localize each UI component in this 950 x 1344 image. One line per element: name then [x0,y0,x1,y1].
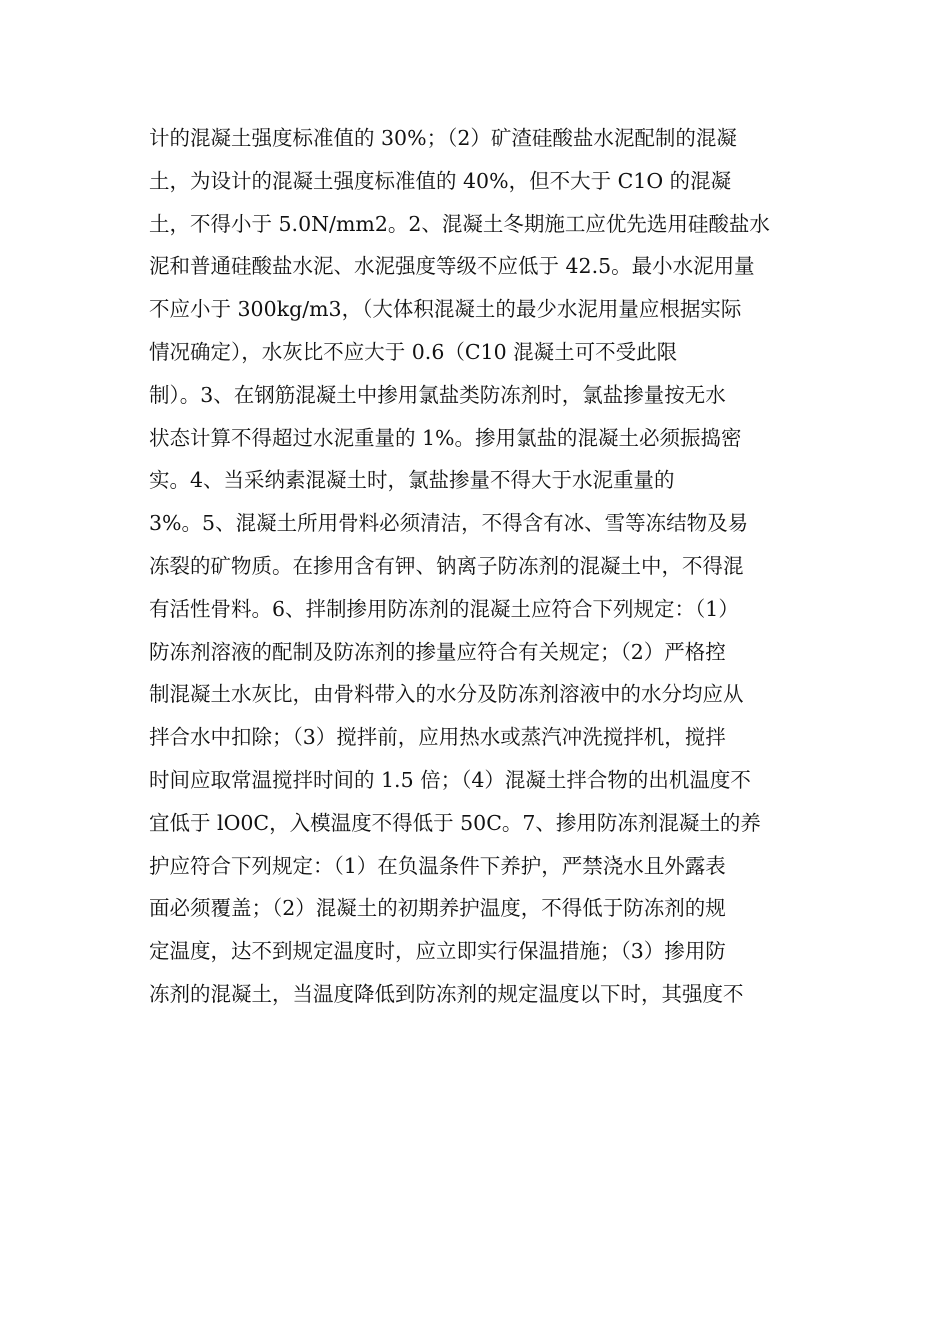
text-line: 计的混凝土强度标准值的 30%；（2）矿渣硅酸盐水泥配制的混凝 [149,126,737,150]
text-line: 3%。5、混凝土所用骨料必须清洁，不得含有冰、雪等冻结物及易 [149,511,749,536]
text-line: 防冻剂溶液的配制及防冻剂的掺量应符合有关规定；（2）严格控 [149,639,726,664]
text-line: 泥和普通硅酸盐水泥、水泥强度等级不应低于 42.5。最小水泥用量 [149,254,755,279]
text-line: 制混凝土水灰比，由骨料带入的水分及防冻剂溶液中的水分均应从 [149,682,744,707]
text-line: 土，为设计的混凝土强度标准值的 40%，但不大于 C1O 的混凝 [149,168,732,193]
text-line: 土，不得小于 5.0N/mm2。2、混凝土冬期施工应优先选用硅酸盐水 [149,211,770,236]
text-line: 拌合水中扣除；（3）搅拌前，应用热水或蒸汽冲洗搅拌机，搅拌 [149,725,726,750]
text-line: 状态计算不得超过水泥重量的 1%。掺用氯盐的混凝土必须振捣密 [149,425,742,450]
text-line: 护应符合下列规定：（1）在负温条件下养护，严禁浇水且外露表 [149,853,726,878]
text-line: 情况确定），水灰比不应大于 0.6（C10 混凝土可不受此限 [149,339,678,364]
text-line: 有活性骨料。6、拌制掺用防冻剂的混凝土应符合下列规定：（1） [149,596,739,621]
text-line: 宜低于 lO0C，入模温度不得低于 50C。7、掺用防冻剂混凝土的养 [149,810,761,835]
text-line: 冻剂的混凝土，当温度降低到防冻剂的规定温度以下时，其强度不 [149,981,744,1006]
text-line: 定温度，达不到规定温度时，应立即实行保温措施；（3）掺用防 [149,939,726,964]
text-line: 时间应取常温搅拌时间的 1.5 倍；（4）混凝土拌合物的出机温度不 [149,767,751,792]
body-text [149,117,809,1016]
text-line: 制）。3、在钢筋混凝土中掺用氯盐类防冻剂时，氯盐掺量按无水 [149,382,726,407]
text-line: 不应小于 300kg/m3，（大体积混凝土的最少水泥用量应根据实际 [149,297,742,322]
text-line: 实。4、当采纳素混凝土时，氯盐掺量不得大于水泥重量的 [149,468,675,493]
text-line: 面必须覆盖；（2）混凝土的初期养护温度，不得低于防冻剂的规 [149,896,726,921]
text-line: 冻裂的矿物质。在掺用含有钾、钠离子防冻剂的混凝土中，不得混 [149,553,744,578]
